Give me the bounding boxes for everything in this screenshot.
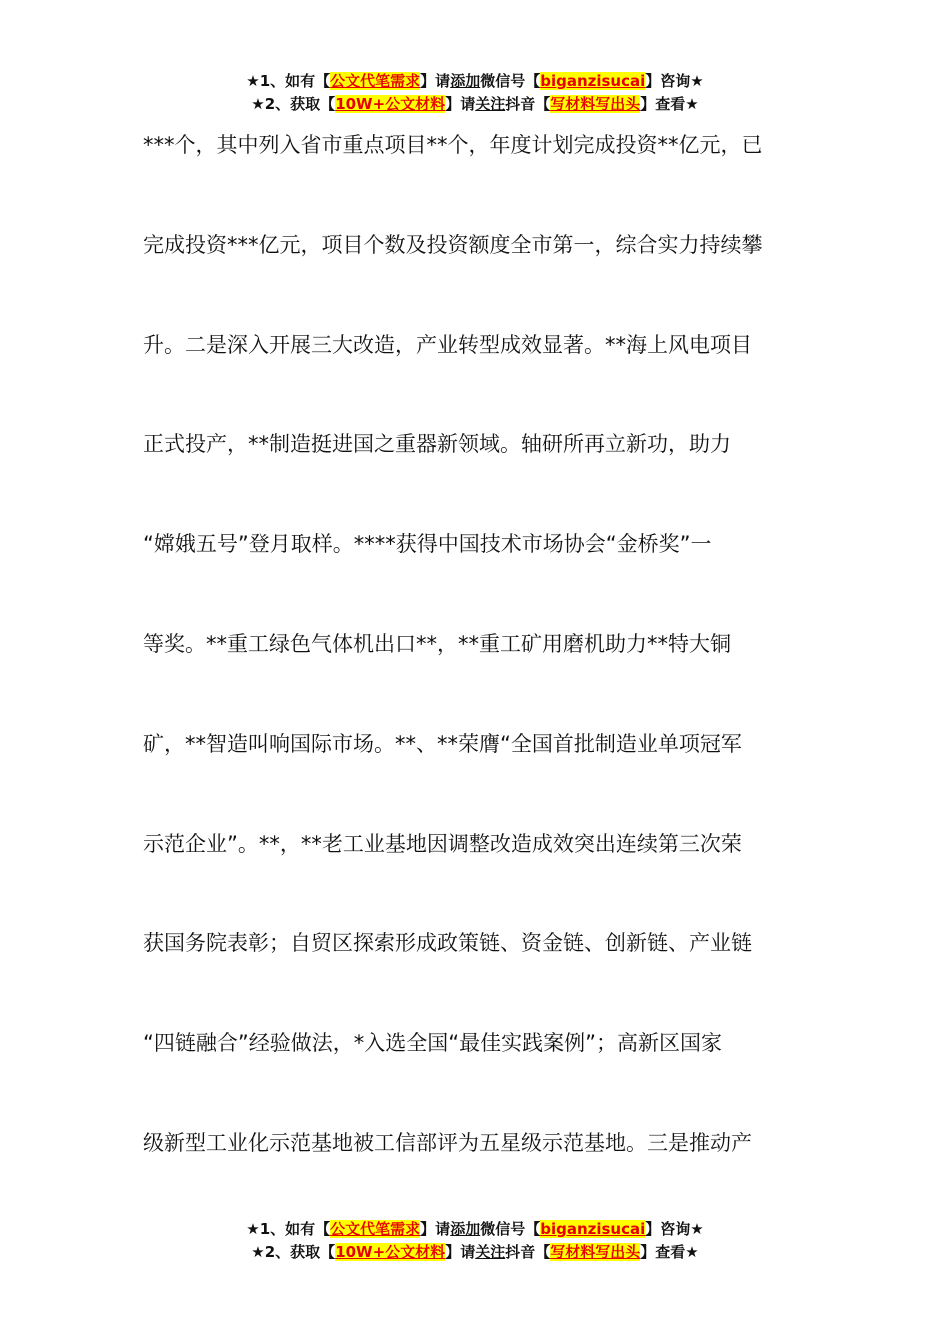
footer-banner-line-2 (0, 1241, 950, 1264)
banner-text: 抖音【 (505, 1243, 551, 1261)
highlight-wechat-id: biganzisucai (540, 72, 646, 90)
document-body (143, 128, 813, 1226)
banner-text: 】咨询★ (645, 1220, 704, 1238)
banner-text: 】请 (420, 1220, 451, 1238)
body-line: ***个，其中列入省市重点项目**个，年度计划完成投资**亿元，已 (143, 133, 763, 157)
highlight-materials: 10W+公文材料 (335, 1243, 446, 1261)
banner-text: 微信号【 (480, 72, 541, 90)
body-line: 完成投资***亿元，项目个数及投资额度全市第一，综合实力持续攀 (143, 232, 763, 257)
banner-text: 】请 (445, 1243, 476, 1261)
highlight-douyin-account: 写材料写出头 (550, 1243, 641, 1261)
body-line: “嫦娥五号”登月取样。****获得中国技术市场协会“金桥奖”一 (143, 532, 712, 557)
underlined-action: 添加 (450, 72, 481, 90)
banner-text: ★2、获取【 (251, 1243, 336, 1261)
banner-text: 】咨询★ (645, 72, 704, 90)
underlined-action: 关注 (475, 1243, 506, 1261)
highlight-materials: 10W+公文材料 (335, 95, 446, 113)
footer-banner (0, 1218, 950, 1264)
banner-text: 抖音【 (505, 95, 551, 113)
highlight-wechat-id: biganzisucai (540, 1220, 646, 1238)
body-line: 获国务院表彰；自贸区探索形成政策链、资金链、创新链、产业链 (143, 931, 752, 956)
highlight-service: 公文代笔需求 (330, 1220, 421, 1238)
banner-text: 微信号【 (480, 1220, 541, 1238)
body-line: 示范企业”。**，**老工业基地因调整改造成效突出连续第三次荣 (143, 831, 742, 856)
banner-text: ★2、获取【 (251, 95, 336, 113)
footer-banner-line-1 (0, 1218, 950, 1241)
header-banner (0, 70, 950, 116)
banner-text: ★1、如有【 (246, 72, 331, 90)
highlight-service: 公文代笔需求 (330, 72, 421, 90)
banner-text: ★1、如有【 (246, 1220, 331, 1238)
banner-text: 】查看★ (640, 1243, 699, 1261)
banner-text: 】请 (445, 95, 476, 113)
body-line: 升。二是深入开展三大改造，产业转型成效显著。**海上风电项目 (143, 332, 752, 357)
highlight-douyin-account: 写材料写出头 (550, 95, 641, 113)
underlined-action: 关注 (475, 95, 506, 113)
header-banner-line-1 (0, 70, 950, 93)
body-line: “四链融合”经验做法，*入选全国“最佳实践案例”；高新区国家 (143, 1031, 723, 1056)
body-line: 级新型工业化示范基地被工信部评为五星级示范基地。三是推动产 (143, 1130, 752, 1155)
banner-text: 】请 (420, 72, 451, 90)
body-line: 等奖。**重工绿色气体机出口**，**重工矿用磨机助力**特大铜 (143, 631, 731, 656)
banner-text: 】查看★ (640, 95, 699, 113)
body-line: 矿，**智造叫响国际市场。**、**荣膺“全国首批制造业单项冠军 (143, 731, 742, 756)
header-banner-line-2 (0, 93, 950, 116)
body-line: 正式投产，**制造挺进国之重器新领域。轴研所再立新功，助力 (143, 432, 731, 457)
underlined-action: 添加 (450, 1220, 481, 1238)
